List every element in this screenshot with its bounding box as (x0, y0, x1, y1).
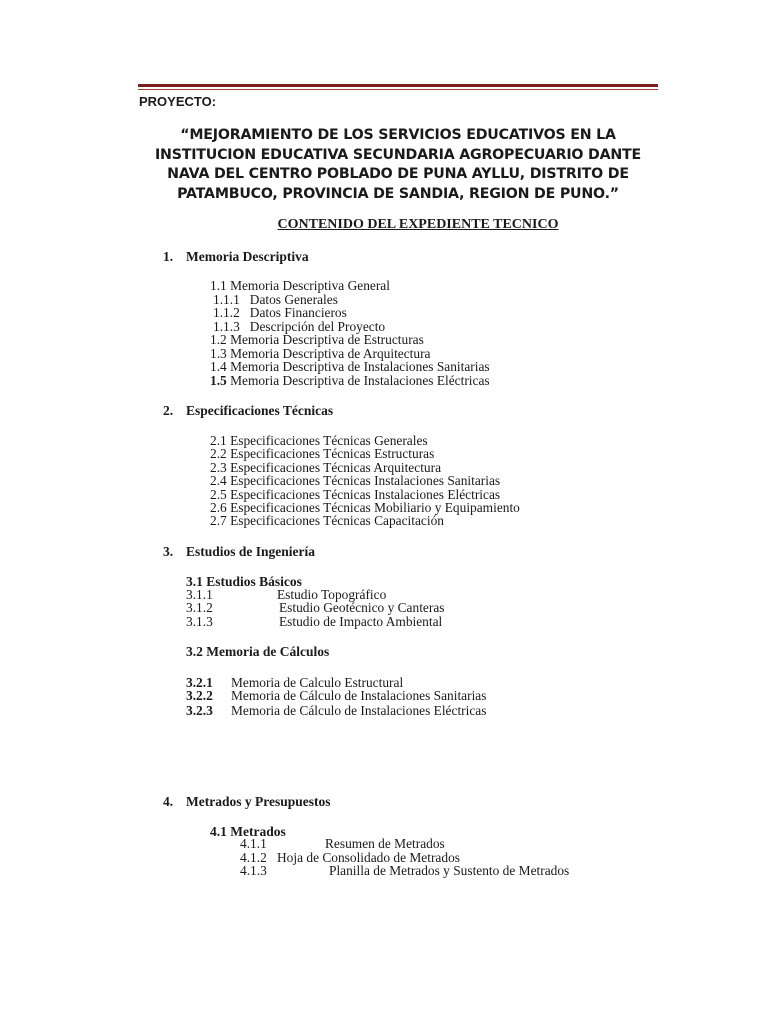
toc-num: 1.1.3 (213, 319, 240, 334)
toc-item: 2.4 Especificaciones Técnicas Instalaciones Sanitarias (210, 473, 501, 488)
subsection-heading: 4.1 Metrados (210, 824, 286, 839)
toc-text: Hoja de Consolidado de Metrados (277, 850, 460, 865)
toc-text: Resumen de Metrados (325, 836, 445, 851)
toc-num: 4.1.2 (240, 850, 267, 865)
toc-item: 2.3 Especificaciones Técnicas Arquitectura (210, 460, 442, 475)
toc-num: 1.5 (210, 373, 227, 388)
section-2-heading (163, 403, 333, 419)
toc-item (213, 306, 347, 319)
section-title: Memoria Descriptiva (186, 249, 309, 264)
toc-text: Descripción del Proyecto (249, 319, 386, 334)
project-title-line: “MEJORAMIENTO DE LOS SERVICIOS EDUCATIVOS EN LA (180, 127, 616, 143)
project-title-line: PATAMBUCO, PROVINCIA DE SANDIA, REGION DE PUNO.” (177, 185, 619, 202)
project-label: PROYECTO: (139, 94, 217, 109)
subsection-heading: 3.2 Memoria de Cálculos (186, 644, 330, 659)
header-rule-thin (138, 89, 658, 90)
toc-text: Estudio Topográfico (277, 587, 387, 602)
toc-text: Memoria de Cálculo de Instalaciones Eléctricas (231, 703, 487, 718)
toc-item: 1.2 Memoria Descriptiva de Estructuras (210, 332, 424, 347)
section-number: 3. (163, 544, 174, 559)
toc-item (210, 374, 490, 387)
header-rule-thick (138, 84, 658, 87)
section-number: 1. (163, 249, 174, 264)
toc-num: 3.2.2 (186, 688, 213, 703)
toc-text: Memoria de Cálculo de Instalaciones Sanitarias (231, 688, 487, 703)
toc-num: 3.1.3 (186, 614, 213, 629)
section-number: 2. (163, 403, 174, 418)
section-3-heading (163, 544, 315, 560)
toc-item: 1.4 Memoria Descriptiva de Instalaciones Sanitarias (210, 359, 490, 374)
project-title-line: INSTITUCION EDUCATIVA SECUNDARIA AGROPECUARIO DANTE (154, 146, 642, 163)
toc-num: 1.1.2 (213, 305, 240, 320)
toc-num: 4.1.1 (240, 836, 267, 851)
section-title: Metrados y Presupuestos (186, 794, 331, 809)
toc-text: Planilla de Metrados y Sustento de Metrados (329, 863, 570, 878)
toc-num: 3.2.1 (186, 675, 213, 690)
section-title: Estudios de Ingeniería (186, 544, 316, 559)
toc-text: Datos Generales (249, 292, 338, 307)
toc-text: Estudio Geotécnico y Canteras (279, 600, 445, 615)
toc-text: Datos Financieros (249, 305, 347, 320)
toc-num: 3.1.2 (186, 600, 213, 615)
section-4-heading (163, 794, 331, 810)
section-title: Especificaciones Técnicas (186, 403, 334, 418)
toc-text: Memoria de Calculo Estructural (231, 675, 404, 690)
contents-heading: CONTENIDO DEL EXPEDIENTE TECNICO (277, 217, 559, 232)
project-title (138, 126, 658, 204)
toc-num: 1.1.1 (213, 292, 240, 307)
section-1-heading (163, 249, 309, 265)
toc-item: 1.1 Memoria Descriptiva General (210, 278, 390, 293)
toc-num: 4.1.3 (240, 863, 267, 878)
toc-item: 2.1 Especificaciones Técnicas Generales (210, 433, 428, 448)
toc-item: 2.6 Especificaciones Técnicas Mobiliario y Equipamiento (210, 500, 520, 515)
toc-item: 1.3 Memoria Descriptiva de Arquitectura (210, 346, 431, 361)
toc-item: 2.7 Especificaciones Técnicas Capacitación (210, 513, 444, 528)
project-title-line: NAVA DEL CENTRO POBLADO DE PUNA AYLLU, DISTRITO DE (167, 166, 629, 182)
toc-num: 3.1.1 (186, 587, 213, 602)
toc-item: 2.2 Especificaciones Técnicas Estructuras (210, 446, 435, 461)
toc-text: Estudio de Impacto Ambiental (279, 614, 443, 629)
toc-item: 2.5 Especificaciones Técnicas Instalaciones Eléctricas (210, 487, 501, 502)
toc-text: Memoria Descriptiva de Instalaciones Eléctricas (226, 373, 490, 388)
toc-num: 3.2.3 (186, 703, 213, 718)
subsection-heading: 3.1 Estudios Básicos (186, 574, 302, 589)
section-number: 4. (163, 794, 174, 809)
